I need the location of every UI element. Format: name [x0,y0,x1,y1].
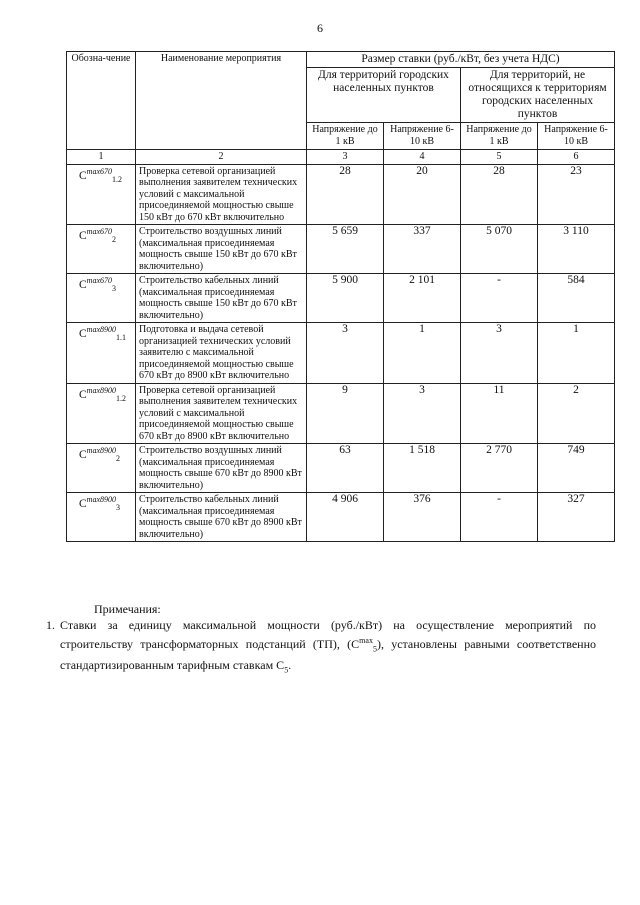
rate-urban-low: 63 [307,444,384,493]
rate-urban-high: 1 [384,323,461,384]
rate-rural-low: 11 [461,383,538,444]
page-number: 6 [317,21,323,35]
rate-rural-high: 2 [538,383,615,444]
rate-urban-low: 3 [307,323,384,384]
code-subscript: 1.2 [116,393,126,403]
rate-rural-high: 3 110 [538,225,615,274]
note-item [46,617,596,679]
measure-name: Строительство кабельных линий (максимальная присоединяемая мощность свыше 150 кВт до 670 кВт включительно) [136,274,307,323]
column-number: 5 [461,150,538,165]
header-rural: Для территорий, не относящихся к территориям городских населенных пунктов [461,68,615,123]
rate-code [67,493,136,542]
rate-code [67,323,136,384]
code-subscript: 2 [112,235,116,245]
header-voltage-low: Напряжение до 1 кВ [461,123,538,150]
note-text [60,617,596,679]
code-subscript: 3 [116,503,120,513]
rate-code [67,274,136,323]
column-number: 6 [538,150,615,165]
table-row [67,164,615,225]
rate-urban-high: 2 101 [384,274,461,323]
rate-urban-high: 1 518 [384,444,461,493]
code-subscript: 1.1 [116,333,126,343]
code-superscript: max670 [86,227,112,236]
note-superscript: max [359,636,373,645]
note-text-part: . [288,658,292,673]
table-row [67,383,615,444]
column-number: 2 [136,150,307,165]
rate-rural-high: 1 [538,323,615,384]
rate-rural-high: 327 [538,493,615,542]
column-number: 1 [67,150,136,165]
header-rate: Размер ставки (руб./кВт, без учета НДС) [307,52,615,68]
column-number: 4 [384,150,461,165]
rate-rural-low: 28 [461,164,538,225]
header-urban: Для территорий городских населенных пунктов [307,68,461,123]
header-row-1 [67,52,615,68]
rate-rural-high: 584 [538,274,615,323]
rate-urban-high: 20 [384,164,461,225]
header-name: Наименование мероприятия [136,52,307,150]
header-voltage-high: Напряжение 6-10 кВ [538,123,615,150]
code-superscript: max670 [86,276,112,285]
measure-name: Строительство воздушных линий (максимальная присоединяемая мощность свыше 150 кВт до 670 кВт включительно) [136,225,307,274]
rate-urban-low: 4 906 [307,493,384,542]
rate-urban-high: 376 [384,493,461,542]
measure-name: Подготовка и выдача сетевой организацией технических условий заявителю с максимальной присоединяемой мощностью свыше 670 кВт до 8900 кВт включительно [136,323,307,384]
code-subscript: 2 [116,454,120,464]
code-superscript: max670 [86,166,112,176]
note-text-part: ), установлены равными соответственно стандартизированным тарифным ставкам C [60,637,596,673]
code-base: C [79,497,87,510]
rate-code [67,383,136,444]
code-subscript: 3 [112,284,116,294]
column-number: 3 [307,150,384,165]
rate-code [67,225,136,274]
note-subscript: 5 [372,644,377,654]
code-superscript: max8900 [86,446,116,455]
note-text-part: Ставки за единицу максимальной мощности (руб./кВт) на осуществление мероприятий по строительству трансформаторных подстанций (ТП), (C [60,618,596,651]
rate-rural-low: - [461,274,538,323]
rate-urban-low: 5 900 [307,274,384,323]
table-row [67,323,615,384]
measure-name: Строительство воздушных линий (максимальная присоединяемая мощность свыше 670 кВт до 8900 кВт включительно) [136,444,307,493]
header-code: Обозна-чение [67,52,136,150]
rate-rural-low: 3 [461,323,538,384]
measure-name: Проверка сетевой организацией выполнения заявителем технических условий с максимальной присоединяемой мощностью свыше 670 кВт до 8900 кВт включительно [136,383,307,444]
code-base: C [79,278,87,291]
rate-rural-low: 5 070 [461,225,538,274]
code-superscript: max8900 [86,325,116,334]
rates-table [66,51,615,542]
note-subscript: 5 [284,665,289,675]
code-base: C [79,327,87,340]
code-subscript: 1.2 [112,174,122,184]
code-base: C [79,448,87,461]
code-base: C [79,388,87,401]
rate-urban-low: 5 659 [307,225,384,274]
rate-rural-high: 749 [538,444,615,493]
column-numbers-row [67,150,615,165]
rate-urban-low: 28 [307,164,384,225]
rate-urban-high: 337 [384,225,461,274]
header-voltage-low: Напряжение до 1 кВ [307,123,384,150]
rate-rural-low: 2 770 [461,444,538,493]
code-base: C [79,229,87,242]
header-voltage-high: Напряжение 6-10 кВ [384,123,461,150]
rate-rural-high: 23 [538,164,615,225]
table-row [67,493,615,542]
notes-title: Примечания: [94,602,161,616]
measure-name: Проверка сетевой организацией выполнения заявителем технических условий с максимальной присоединяемой мощностью свыше 150 кВт до 670 кВт включительно [136,164,307,225]
code-superscript: max8900 [86,495,116,504]
measure-name: Строительство кабельных линий (максимальная присоединяемая мощность свыше 670 кВт до 8900 кВт включительно) [136,493,307,542]
rate-urban-high: 3 [384,383,461,444]
table-row [67,274,615,323]
rate-code [67,444,136,493]
notes-section [46,601,596,679]
table-row [67,444,615,493]
code-superscript: max8900 [86,385,116,395]
rate-code [67,164,136,225]
note-number: 1. [46,618,55,632]
rate-urban-low: 9 [307,383,384,444]
rate-rural-low: - [461,493,538,542]
table-row [67,225,615,274]
code-base: C [79,169,87,182]
